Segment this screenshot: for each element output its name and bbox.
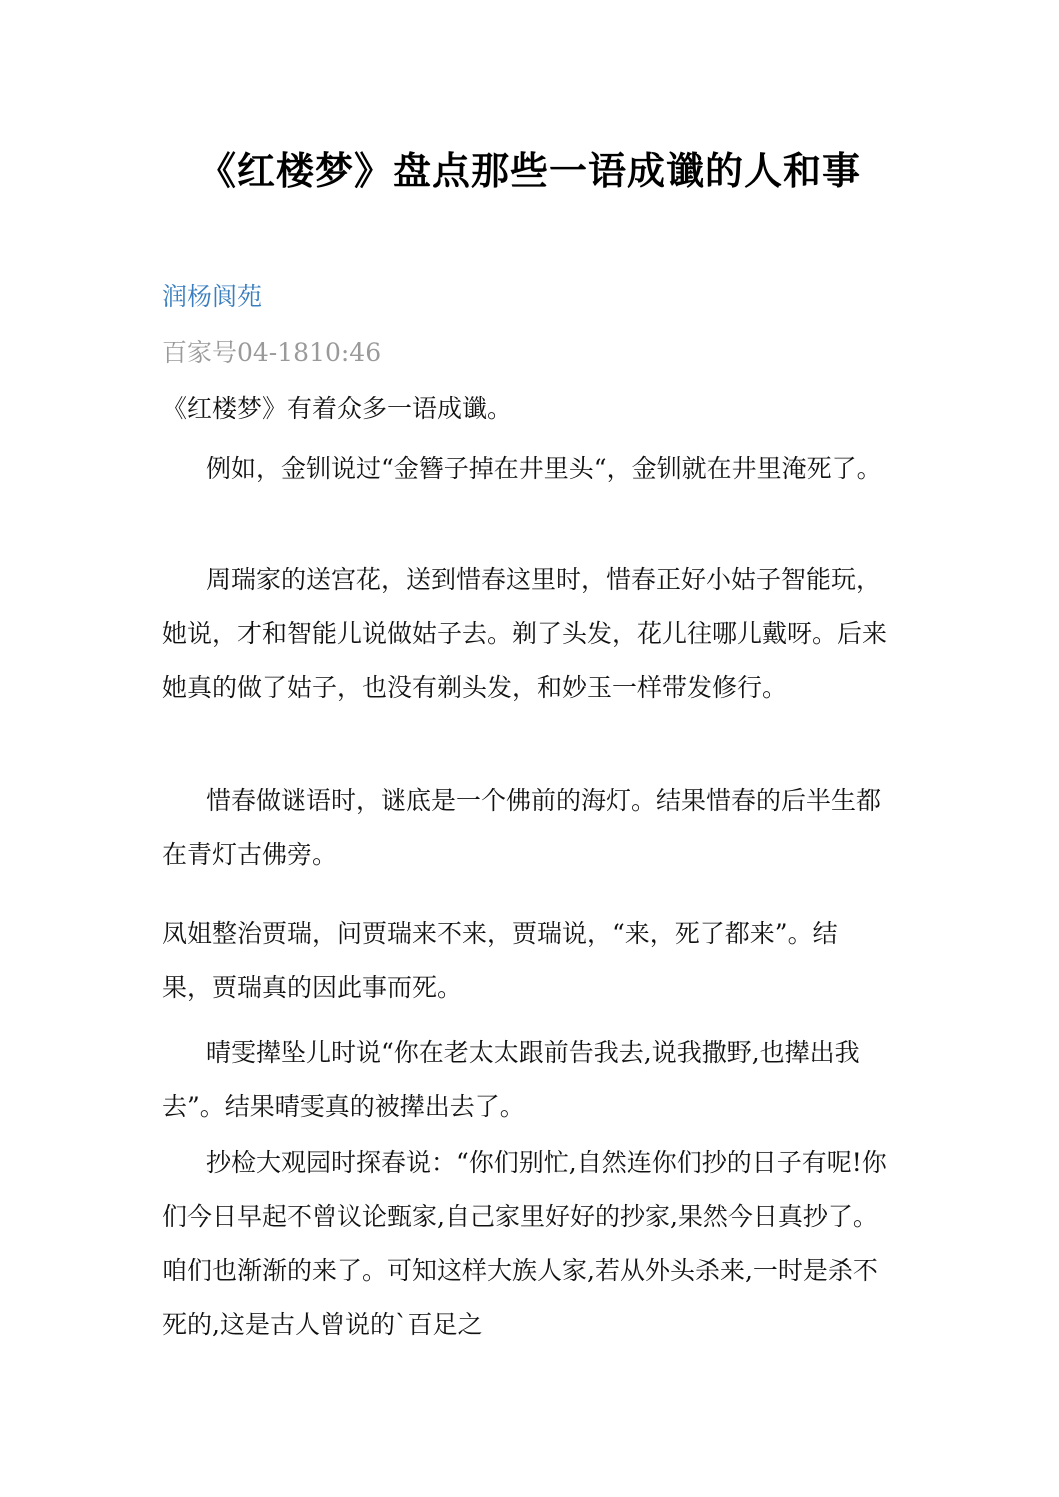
publish-meta: 百家号04-1810:46 [162, 338, 382, 367]
paragraph-jiarui: 凤姐整治贾瑞，问贾瑞来不来，贾瑞说，“来，死了都来”。结果，贾瑞真的因此事而死。 [162, 919, 838, 1002]
paragraph-jinchuan: 例如，金钏说过“金簪子掉在井里头“，金钏就在井里淹死了。 [206, 454, 882, 483]
author-link[interactable]: 润杨阆苑 [162, 282, 263, 311]
paragraph-intro: 《红楼梦》有着众多一语成谶。 [162, 394, 513, 423]
paragraph-tanchun: 抄检大观园时探春说：“你们别忙,自然连你们抄的日子有呢!你们今日早起不曾议论甄家,自己家里好好的抄家,果然今日真抄了。咱们也渐渐的来了。可知这样大族人家,若从外头杀来,一时是杀不死的,这是古人曾说的`百足之 [162, 1148, 887, 1339]
paragraph-xichun-riddle: 惜春做谜语时，谜底是一个佛前的海灯。结果惜春的后半生都在青灯古佛旁。 [162, 786, 882, 869]
paragraph-xichun-flowers: 周瑞家的送宫花，送到惜春这里时，惜春正好小姑子智能玩，她说，才和智能儿说做姑子去。剃了头发，花儿往哪儿戴呀。后来她真的做了姑子，也没有剃头发，和妙玉一样带发修行。 [162, 565, 888, 702]
article-title: 《红楼梦》盘点那些一语成谶的人和事 [197, 149, 861, 193]
paragraph-qingwen: 晴雯撵坠儿时说“你在老太太跟前告我去,说我撒野,也撵出我去”。结果晴雯真的被撵出去了。 [162, 1038, 860, 1121]
